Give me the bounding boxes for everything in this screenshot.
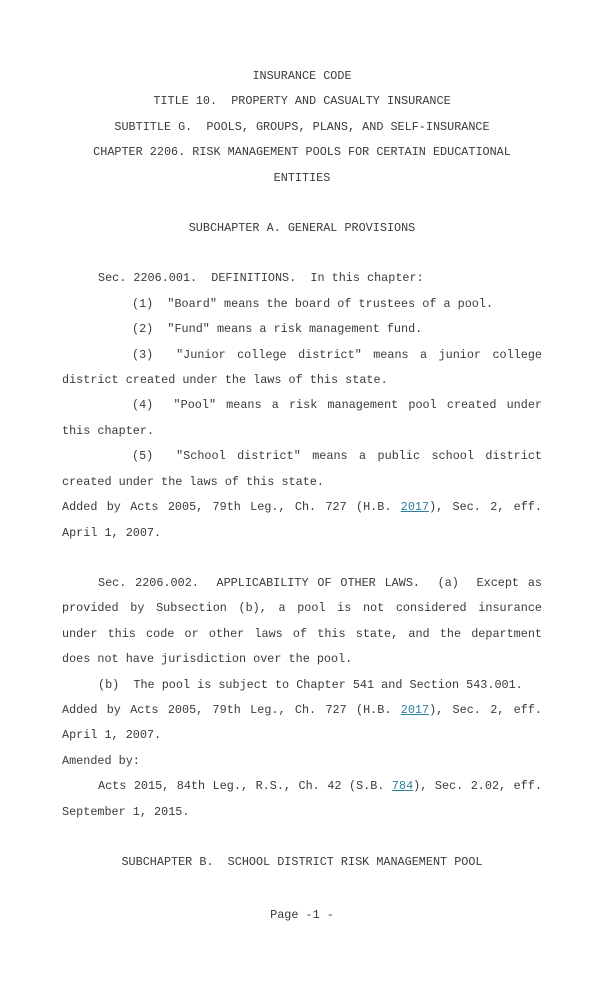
subtitle-line: SUBTITLE G. POOLS, GROUPS, PLANS, AND SELF-INSURANCE bbox=[114, 119, 490, 134]
section-002-amendment bbox=[62, 774, 542, 825]
section-002-credit bbox=[62, 698, 542, 749]
section-002-para-b: (b) The pool is subject to Chapter 541 and Section 543.001. bbox=[98, 677, 523, 692]
amendment-text-pre: Acts 2015, 84th Leg., R.S., Ch. 42 (S.B. bbox=[98, 779, 392, 794]
title-line: TITLE 10. PROPERTY AND CASUALTY INSURANCE bbox=[153, 94, 451, 109]
page-footer: Page -1 - bbox=[270, 908, 334, 923]
chapter-line: CHAPTER 2206. RISK MANAGEMENT POOLS FOR CERTAIN EDUCATIONAL ENTITIES bbox=[93, 145, 511, 185]
amendment-text-post: ), Sec. 2.02, eff. September 1, 2015. bbox=[62, 779, 542, 819]
amended-by-label: Amended by: bbox=[62, 753, 140, 768]
credit-text-post: ), Sec. 2, eff. April 1, 2007. bbox=[62, 702, 542, 743]
sb-784-link[interactable]: 784 bbox=[391, 779, 414, 794]
definition-item-4: (4) "Pool" means a risk management pool created under this chapter. bbox=[62, 398, 542, 438]
subchapter-b-heading: SUBCHAPTER B. SCHOOL DISTRICT RISK MANAGEMENT POOL bbox=[121, 854, 483, 869]
hb-2017-link[interactable]: 2017 bbox=[400, 702, 430, 717]
hb-2017-link[interactable]: 2017 bbox=[400, 500, 430, 515]
section-002-para-a: Sec. 2206.002. APPLICABILITY OF OTHER LAWS. (a) Except as provided by Subsection (b), a pool is not considered insurance under this code or other laws of this state, and the department does not have jurisdiction over the pool. bbox=[62, 575, 542, 667]
definition-item-5: (5) "School district" means a public school district created under the laws of this state. bbox=[62, 449, 542, 489]
definition-item-2: (2) "Fund" means a risk management fund. bbox=[132, 322, 423, 337]
credit-text-post: ), Sec. 2, eff. April 1, 2007. bbox=[62, 500, 542, 540]
definition-item-1: (1) "Board" means the board of trustees of a pool. bbox=[132, 296, 494, 311]
credit-text-pre: Added by Acts 2005, 79th Leg., Ch. 727 (H.B. bbox=[62, 702, 401, 717]
section-001-credit bbox=[62, 495, 542, 546]
document-header bbox=[62, 64, 542, 191]
credit-text-pre: Added by Acts 2005, 79th Leg., Ch. 727 (H.B. bbox=[62, 500, 401, 515]
section-2206-002 bbox=[62, 571, 542, 825]
section-001-heading: Sec. 2206.001. DEFINITIONS. In this chapter: bbox=[98, 271, 424, 286]
subchapter-a-heading: SUBCHAPTER A. GENERAL PROVISIONS bbox=[188, 221, 416, 236]
doc-title: INSURANCE CODE bbox=[252, 69, 352, 83]
section-2206-001 bbox=[62, 266, 542, 545]
definition-item-3: (3) "Junior college district" means a junior college district created under the laws of this state. bbox=[62, 347, 542, 388]
